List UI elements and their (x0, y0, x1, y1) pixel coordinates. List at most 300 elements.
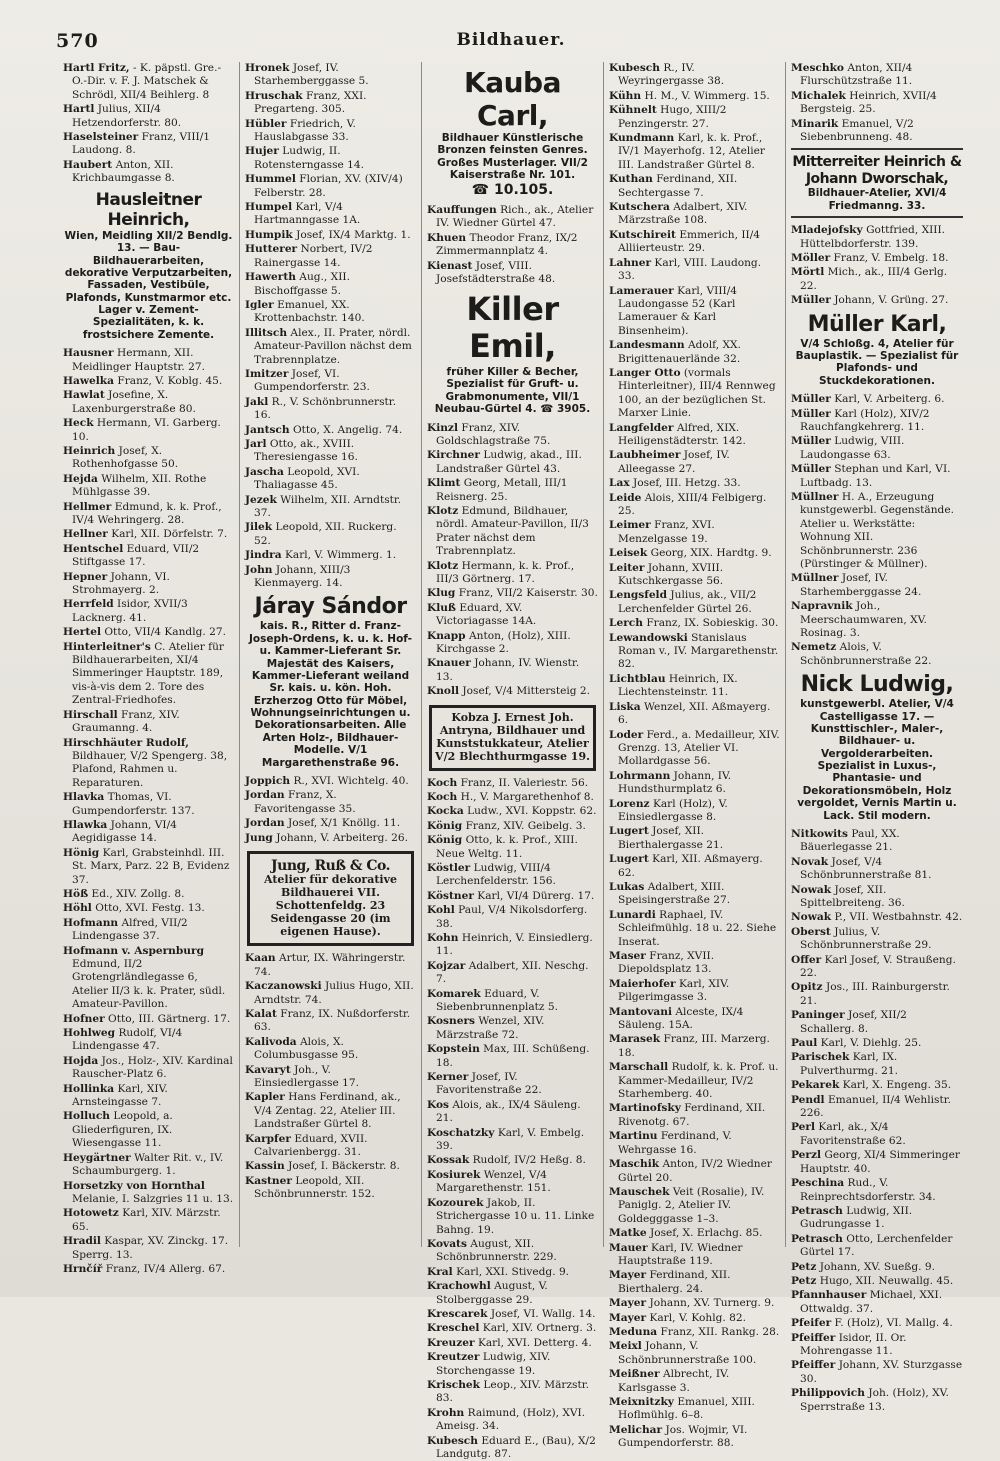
directory-entry (245, 438, 416, 465)
entry-name: Meixl (609, 1340, 642, 1353)
entry-name: Koch (427, 776, 458, 789)
directory-entry (245, 424, 416, 437)
directory-entry (609, 90, 780, 103)
entry-details: R., IV. Weyringergasse 38. (618, 62, 725, 88)
directory-entry (609, 1312, 780, 1325)
directory-entry (609, 617, 780, 630)
entry-name: König (427, 834, 463, 847)
entry-details: Josef, XII. Spittelbreiteng. 36. (800, 883, 905, 909)
directory-entry (63, 1152, 234, 1179)
entry-name: Khuen (427, 231, 467, 244)
entry-name: Mayer (609, 1269, 647, 1282)
directory-entry (427, 657, 598, 684)
running-title: Bildhauer. (456, 30, 566, 50)
entry-details: Franz, XVII. Diepoldsplatz 13. (618, 950, 715, 976)
advertisement-headline: Járay Sándor (254, 594, 407, 620)
entry-details: Raimund, (Holz), XVI. Ameisg. 34. (436, 1406, 586, 1433)
entry-name: Kubesch (427, 1434, 478, 1447)
directory-entry (63, 1263, 234, 1276)
directory-entry (63, 737, 234, 791)
directory-entry (609, 367, 780, 421)
entry-name: Lahner (609, 256, 652, 269)
entry-details: Hermann, XII. Meidlinger Hauptstr. 27. (72, 347, 205, 373)
entry-name: Hawerth (245, 271, 296, 284)
directory-entry (609, 104, 780, 131)
directory-entry (609, 477, 780, 490)
entry-name: Kreutzer (427, 1351, 480, 1364)
entry-details: Adolf, XX. Brigittenauerlände 32. (618, 339, 741, 365)
entry-details: - K. päpstl. Gre.-O.-Dir. v. F. J. Matschek & Schrödl, XII/4 Beihlerg. 8 (72, 62, 222, 101)
directory-entry (63, 1235, 234, 1262)
directory-entry (791, 408, 963, 435)
directory-entry (427, 1266, 598, 1279)
entry-details: Georg, XIX. Hardtg. 9. (650, 547, 772, 560)
directory-entry (609, 1061, 780, 1101)
entry-name: Kaan (245, 952, 276, 965)
entry-details: C. Atelier für Bildhauerarbeiten, XI/4 Simmeringer Hauptstr. 189, vis-à-vis dem 2. Tore des Zentral-Friedhofes. (72, 640, 224, 707)
directory-entry (63, 375, 234, 388)
advertisement-text: V/4 Schloßg. 4, Atelier für Bauplastik. — Spezialist für Plafonds- und Stuckdekorationen. (795, 337, 959, 387)
entry-name: Perzl (791, 1149, 822, 1162)
directory-entry (427, 685, 598, 698)
entry-name: Pekarek (791, 1079, 840, 1092)
directory-entry (609, 1340, 780, 1367)
entry-name: Hruschak (245, 89, 303, 102)
entry-name: Mörtl (791, 266, 825, 279)
entry-details: Karl, XVI. Detterg. 4. (477, 1336, 592, 1349)
entry-name: Loder (609, 728, 644, 741)
entry-name: Jantsch (245, 423, 290, 436)
entry-name: Maser (609, 950, 646, 962)
entry-name: Köstler (427, 861, 471, 874)
directory-entry (791, 1051, 963, 1078)
entry-details: Otto, VII/4 Kandlg. 27. (104, 626, 226, 639)
entry-name: Kutschireit (609, 228, 676, 241)
directory-entry (427, 1015, 598, 1042)
entry-details: Emanuel, II/4 Wehlistr. 226. (800, 1093, 951, 1120)
entry-name: Marschall (609, 1061, 669, 1074)
directory-entry (427, 560, 598, 587)
entry-details: Franz, XVI. Menzelgasse 19. (618, 519, 715, 545)
entry-name: Kozourek (427, 1196, 484, 1209)
advertisement (791, 672, 963, 822)
directory-entry (791, 856, 963, 883)
entry-details: Ferd., a. Medailleur, XIV. Grenzg. 13, Atelier VI. Mollardgasse 56. (618, 728, 780, 768)
directory-entry (245, 299, 416, 326)
entry-name: Mladejofsky (791, 224, 863, 237)
entry-name: Hofner (63, 1012, 105, 1025)
entry-name: Pfeiffer (791, 1331, 836, 1344)
entry-details: Joh. (Holz), XV. Sperrstraße 13. (800, 1387, 949, 1413)
entry-name: Hawelka (63, 374, 114, 387)
directory-entry (791, 252, 963, 265)
entry-name: Horsetzky von Hornthal (63, 1179, 205, 1192)
entry-details: Hugo, XIII/2 Penzingerstr. 27. (618, 104, 727, 130)
directory-entry (427, 1071, 598, 1098)
entry-name: Lerch (609, 617, 643, 630)
entry-name: Lewandowski (609, 631, 688, 644)
entry-name: Hinterleitner's (63, 640, 151, 653)
entry-name: Lunardi (609, 908, 656, 921)
entry-details: Leop., XIV. Märzstr. 83. (436, 1378, 589, 1405)
entry-details: Karl, ak., X/4 Favoritenstraße 62. (800, 1121, 906, 1147)
entry-name: Kos (427, 1098, 450, 1111)
entry-name: Mantovani (609, 1005, 672, 1018)
entry-name: Meduna (609, 1325, 658, 1338)
directory-entry (427, 1169, 598, 1196)
entry-details: H. M., V. Wimmerg. 15. (644, 89, 770, 102)
entry-details: Otto, k. k. Prof., XIII. Neue Weltg. 11. (436, 834, 578, 860)
directory-entry (63, 791, 234, 818)
directory-entry (791, 1233, 963, 1260)
directory-entry (245, 173, 416, 200)
entry-name: Kluß (427, 601, 456, 614)
entry-name: Hofmann (63, 916, 119, 929)
directory-entry (791, 1121, 963, 1148)
entry-details: Edmund, k. k. Prof., IV/4 Wehringerg. 28. (72, 500, 222, 526)
directory-entry (609, 132, 780, 172)
directory-entry (63, 501, 234, 528)
entry-name: Kuthan (609, 173, 653, 186)
entry-name: Hönig (63, 846, 100, 859)
advertisement-text: Bildhauer Künstlerische Bronzen feinsten Genres. Großes Musterlager. VII/2 Kaiserstraße Nr. 101. (437, 132, 588, 182)
entry-name: Meißner (609, 1368, 660, 1381)
entry-name: Hrnčíř (63, 1262, 103, 1275)
entry-details: Leopold, XII. Schönbrunnerstr. 152. (254, 1174, 375, 1201)
directory-entry (245, 564, 416, 591)
entry-details: Josef, VI. Wallg. 14. (490, 1307, 596, 1320)
entry-details: Ludwig, VIII. Laudongasse 63. (800, 435, 905, 461)
advertisement-headline: Kobza J. Ernest Joh. Antryna, Bildhauer und Kunststukkateur, Atelier V/2 Blechthurmgasse 19. (435, 710, 590, 763)
entry-details: Joh., Meerschaumwaren, XV. Rosinag. 3. (800, 600, 927, 640)
directory-entry (245, 243, 416, 270)
directory-entry (427, 422, 598, 449)
entry-details: Wenzel, V/4 Margarethenstr. 151. (436, 1168, 551, 1195)
entry-details: Melanie, I. Salzgries 11 u. 13. (72, 1192, 234, 1205)
directory-entry (427, 834, 598, 861)
directory-entry (63, 62, 234, 102)
entry-name: Krescarek (427, 1307, 488, 1320)
entry-name: Kohn (427, 931, 459, 944)
entry-details: Johann, V. Grüng. 27. (834, 294, 949, 307)
entry-details: Alois, XIII/4 Felbigerg. 25. (618, 491, 767, 517)
entry-details: Thomas, VI. Gumpendorferstr. 137. (72, 791, 195, 817)
entry-details: Ludwig, XIV. Storchengasse 19. (436, 1351, 551, 1377)
directory-entry (427, 791, 598, 804)
entry-name: Krischek (427, 1378, 481, 1391)
entry-name: Imitzer (245, 367, 289, 380)
entry-details: Karl, X. Engeng. 35. (842, 1079, 952, 1092)
entry-details: Adalbert, XIII. Speisingerstraße 27. (618, 880, 731, 907)
entry-name: Langer Otto (609, 366, 681, 379)
directory-entry (245, 229, 416, 242)
directory-entry (791, 1205, 963, 1232)
entry-details: Stephan und Karl, VI. Luftbadg. 13. (800, 463, 951, 489)
directory-entry (63, 1083, 234, 1110)
directory-entry (427, 820, 598, 833)
entry-details: Josef, VIII. Josefstädterstraße 48. (436, 259, 556, 286)
directory-entry (609, 825, 780, 852)
directory-entry (791, 911, 963, 924)
advertisement (63, 190, 234, 341)
entry-name: Petz (791, 1260, 817, 1273)
entry-details: Theodor Franz, IX/2 Zimmermannplatz 4. (436, 231, 578, 258)
directory-entry (245, 980, 416, 1007)
directory-entry (63, 847, 234, 887)
directory-entry (427, 449, 598, 476)
entry-details: Hermann, k. k. Prof., III/3 Görtnerg. 17. (436, 559, 575, 585)
entry-name: Paninger (791, 1009, 845, 1022)
entry-details: Franz, IX. Nußdorferstr. 63. (254, 1007, 411, 1034)
entry-details: Ludwig, akad., III. Landstraßer Gürtel 43. (436, 449, 582, 475)
directory-entry (245, 201, 416, 228)
directory-entry (609, 1033, 780, 1060)
entry-details: Aug., XII. Bischoffgasse 5. (254, 271, 350, 297)
entry-details: Rud., V. Reinprechtsdorferstr. 34. (800, 1177, 936, 1203)
directory-entry (63, 473, 234, 500)
directory-entry (245, 1160, 416, 1173)
directory-entry (791, 1289, 963, 1316)
advertisement (247, 851, 414, 946)
directory-entry (609, 62, 780, 89)
entry-name: Melichar (609, 1423, 663, 1436)
advertisement (791, 312, 963, 387)
entry-name: Lengsfeld (609, 589, 667, 602)
directory-entry (791, 600, 963, 640)
entry-details: Edmund, II/2 Grotengrländlegasse 6, Atelier II/3 k. k. Prater, südl. Amateur-Pavillon. (72, 958, 226, 1011)
directory-entry (791, 1359, 963, 1386)
entry-details: Florian, XV. (XIV/4) Felberstr. 28. (254, 173, 403, 199)
entry-details: Karl, V. Arbeiterg. 6. (834, 393, 945, 406)
directory-entry (427, 477, 598, 504)
entry-name: Marasek (609, 1033, 661, 1046)
entry-details: Alois, V. Schönbrunnerstraße 22. (800, 641, 932, 667)
entry-details: Karl, XIV. Märzstr. 65. (72, 1207, 221, 1233)
entry-details: Karl, VI/4 Dürerg. 17. (477, 889, 595, 902)
entry-name: Hertel (63, 626, 101, 639)
directory-entry (609, 1158, 780, 1185)
entry-details: Karl, V. Wimmerg. 1. (284, 549, 397, 562)
entry-details: Ferdinand, XII. Bierthalerg. 24. (618, 1269, 731, 1295)
directory-entry (63, 626, 234, 639)
entry-details: Josef, V/4 Schönbrunnerstraße 81. (800, 855, 932, 882)
entry-name: Oberst (791, 925, 831, 938)
advertisement (791, 148, 963, 218)
directory-entry (609, 1242, 780, 1269)
entry-details: Jos., Holz-, XIV. Kardinal Rauscher-Platz 6. (72, 1054, 233, 1081)
entry-details: Artur, IX. Währingerstr. 74. (254, 952, 406, 978)
entry-details: Heinrich, V. Einsiedlerg. 11. (436, 931, 593, 958)
page-number: 570 (56, 30, 99, 52)
entry-name: Kaczanowski (245, 980, 322, 993)
directory-entry (427, 1238, 598, 1265)
directory-entry (791, 1332, 963, 1359)
directory-entry (609, 632, 780, 672)
entry-details: Adalbert, XIV. Märzstraße 108. (618, 201, 748, 227)
entry-details: R., V. Schönbrunnerstr. 16. (254, 395, 397, 422)
entry-name: Offer (791, 953, 822, 966)
entry-name: Lax (609, 477, 630, 490)
advertisement-headline: Mitterreiter Heinrich & Johann Dworschak, (792, 154, 962, 187)
entry-details: Karl, XII. Aßmayerg. 62. (618, 853, 763, 879)
advertisement-headline: Hausleitner Heinrich, (95, 189, 202, 230)
directory-entry (609, 229, 780, 256)
directory-entry (427, 1351, 598, 1378)
entry-name: Kreschel (427, 1322, 480, 1335)
directory-entry (63, 103, 234, 130)
entry-details: Ferdinand, V. Wehrgasse 16. (618, 1130, 732, 1156)
entry-details: Karl (Holz), V. Einsiedlergasse 8. (618, 797, 728, 823)
entry-details: Johann, XV. Sueßg. 9. (819, 1260, 935, 1273)
entry-name: John (245, 563, 273, 576)
entry-name: Kopstein (427, 1043, 480, 1056)
directory-entry (609, 770, 780, 797)
directory-entry (791, 641, 963, 668)
entry-details: Jakob, II. Strichergasse 10 u. 11. Linke Bahng. 19. (436, 1196, 595, 1236)
advertisement (427, 66, 598, 198)
entry-details: Ludwig, II. Rotensterngasse 14. (254, 145, 365, 171)
entry-details: Karl, Grabsteinhdl. III. St. Marx, Parz. 22 B, Evidenz 37. (72, 846, 230, 886)
entry-details: Johann, V. Arbeiterg. 26. (276, 831, 408, 844)
entry-details: Josef, IX/4 Marktg. 1. (296, 228, 411, 241)
directory-entry (609, 339, 780, 366)
entry-details: H., V. Margarethenhof 8. (460, 790, 594, 803)
entry-name: Leisek (609, 547, 648, 560)
directory-entry (609, 1006, 780, 1033)
entry-details: Jos., III. Rainburgerstr. 21. (800, 981, 950, 1007)
entry-name: Mayer (609, 1311, 647, 1324)
directory-entry (791, 1317, 963, 1330)
entry-name: Hlavka (63, 791, 105, 804)
entry-name: Mauschek (609, 1185, 670, 1198)
entry-name: Koch (427, 790, 458, 803)
entry-details: Eduard, V. Siebenbrunnenplatz 5. (436, 987, 558, 1014)
entry-details: Hans Ferdinand, ak., V/4 Zentag. 22, Atelier III. Landstraßer Gürtel 8. (254, 1091, 401, 1131)
entry-name: Pfeifer (791, 1317, 832, 1330)
advertisement-headline: Killer Emil, (466, 289, 559, 366)
entry-name: Lukas (609, 880, 645, 893)
advertisement (429, 705, 596, 771)
entry-name: Humpik (245, 228, 293, 241)
entry-details: Georg, Metall, III/1 Reisnerg. 25. (436, 477, 568, 503)
entry-name: Kalat (245, 1007, 277, 1020)
entry-name: Müllner (791, 490, 839, 503)
directory-entry (427, 805, 598, 818)
directory-entry (427, 1127, 598, 1154)
directory-entry (791, 90, 963, 117)
entry-name: Hofmann v. Aspernburg (63, 944, 204, 957)
entry-name: Kienast (427, 259, 473, 272)
entry-name: Knoll (427, 685, 460, 698)
advertisement-headline: Nick Ludwig, (800, 672, 954, 698)
entry-details: Friedrich, V. Hauslabgasse 33. (254, 117, 356, 144)
entry-name: Hutterer (245, 243, 298, 256)
directory-entry (609, 519, 780, 546)
entry-name: Knapp (427, 629, 466, 642)
entry-details: Franz, XIV. Geibelg. 3. (465, 819, 586, 832)
entry-details: Alfred, XIX. Heiligenstädterstr. 142. (618, 421, 746, 447)
entry-details: Emanuel, XX. Krottenbachstr. 140. (254, 298, 365, 325)
directory-entry (791, 1149, 963, 1176)
directory-entry (791, 981, 963, 1008)
entry-name: Lohrmann (609, 769, 671, 782)
directory-entry (609, 492, 780, 519)
entry-name: Petrasch (791, 1232, 843, 1245)
directory-entry (427, 1154, 598, 1167)
directory-entry (245, 1175, 416, 1202)
directory-entry (63, 1027, 234, 1054)
entry-details: Ed., XIV. Zollg. 8. (91, 887, 185, 900)
entry-details: Albrecht, IV. Karlsgasse 3. (618, 1368, 730, 1394)
directory-entry (427, 1407, 598, 1434)
advertisement-text: kais. R., Ritter d. Franz-Joseph-Ordens, k. u. k. Hof- u. Kammer-Lieferant Sr. Majestät des Kaisers, Kammer-Lieferant weiland Sr. kais. u. kön. Hoh. Erzherzog Otto für Möbel, Wohnungseinrichtungen u. Dekorationsarbeiten. Alle Arten Holz-, Bildhauer-Modelle. V/1 Margarethenstraße 96. (248, 620, 413, 769)
advertisement-text: Wien, Meidling XII/2 Bendlg. 13. — Bau-Bildhauerarbeiten, dekorative Verputzarbeiten, Fassaden, Vestibüle, Plafonds, Kunstmarmor etc. Lager v. Zement-Spezialitäten, k. k. frostsichere Zemente. (64, 229, 233, 341)
directory-entry (245, 775, 416, 788)
entry-details: Heinrich, XVII/4 Bergsteig. 25. (800, 89, 937, 116)
directory-entry (245, 1008, 416, 1035)
entry-details: Josef, IV. Starhemberggasse 24. (800, 572, 922, 598)
directory-entry (245, 1133, 416, 1160)
entry-name: Müllner (791, 572, 839, 585)
directory-entry (791, 1387, 963, 1414)
entry-details: Franz, V. Embelg. 18. (833, 252, 949, 265)
entry-name: Kreuzer (427, 1336, 475, 1349)
directory-entry (245, 817, 416, 830)
entry-details: Franz, XXI. Pregarteng. 305. (254, 89, 367, 116)
directory-entry (609, 422, 780, 449)
advertisement-text: früher Killer & Becher, Spezialist für Gruft- u. Grabmonumente, VII/1 Neubau-Gürtel 4. ☎ 3905. (434, 366, 591, 416)
entry-details: Franz, XIV. Graumanng. 4. (72, 708, 180, 735)
entry-details: Karl, XXI. Stivedg. 9. (456, 1265, 570, 1278)
directory-entry (609, 729, 780, 769)
entry-name: Hawlat (63, 389, 105, 402)
entry-name: Lugert (609, 825, 649, 838)
entry-details: Otto, Lerchenfelder Gürtel 17. (800, 1232, 953, 1259)
entry-name: Joppich (245, 774, 291, 787)
entry-details: Johann, XV. Turnerg. 9. (649, 1297, 775, 1310)
column-2 (240, 62, 422, 1247)
entry-details: Karl, V. Kohlg. 82. (649, 1311, 746, 1324)
directory-entry (63, 347, 234, 374)
directory-entry (63, 709, 234, 736)
directory-entry (609, 1102, 780, 1129)
entry-name: Jilek (245, 521, 273, 534)
entry-name: Hojda (63, 1054, 99, 1067)
directory-entry (245, 789, 416, 816)
entry-details: Raphael, IV. Schleifmühlg. 18 u. 22. Siehe Inserat. (618, 908, 777, 948)
directory-entry (427, 1322, 598, 1335)
directory-entry (609, 1227, 780, 1240)
entry-details: R., XVI. Wichtelg. 40. (293, 774, 409, 787)
entry-name: Nowak (791, 883, 832, 896)
directory-entry (245, 145, 416, 172)
entry-details: Franz, V. Koblg. 45. (117, 374, 223, 387)
entry-details: Julius, ak., VII/2 Lerchenfelder Gürtel 26. (618, 589, 757, 615)
directory-entry (791, 1177, 963, 1204)
entry-details: Anton, XII/4 Flurschützstraße 11. (800, 62, 913, 88)
entry-details: Edmund, Bildhauer, nördl. Amateur-Pavillon, II/3 Prater nächst dem Trabrennplatz. (436, 504, 589, 558)
entry-name: Leimer (609, 519, 651, 532)
entry-name: Petrasch (791, 1204, 843, 1217)
entry-details: Michael, XXI. Ottwaldg. 37. (800, 1289, 943, 1315)
entry-name: Möller (791, 252, 831, 265)
directory-entry (791, 118, 963, 145)
entry-name: Philippovich (791, 1387, 865, 1400)
entry-name: Minarik (791, 117, 839, 130)
advertisement-text: Bildhauer-Atelier, XVI/4 Friedmanng. 33. (807, 187, 947, 212)
entry-name: Hellmer (63, 500, 112, 513)
directory-entry (245, 90, 416, 117)
